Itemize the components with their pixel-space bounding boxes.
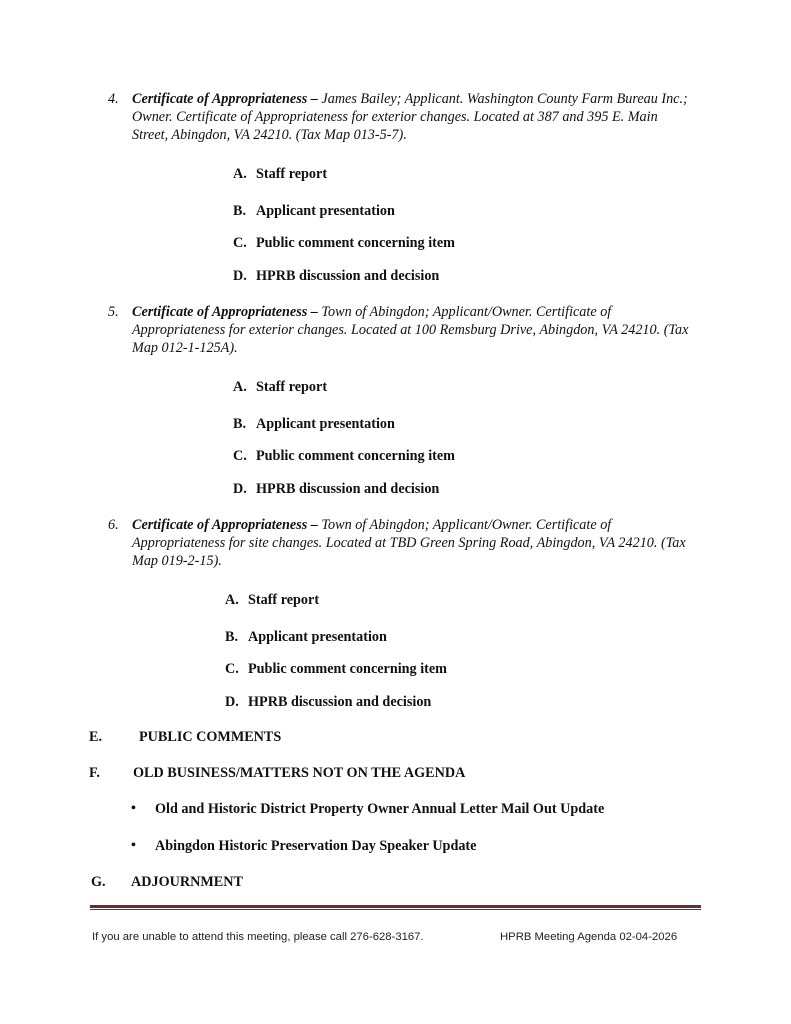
agenda-item-6 bbox=[132, 516, 692, 570]
bullet-item: Abingdon Historic Preservation Day Speaker Update bbox=[155, 838, 477, 854]
subitem: A. Staff report bbox=[233, 379, 328, 395]
agenda-item-5 bbox=[132, 303, 692, 357]
subitem: D. HPRB discussion and decision bbox=[233, 268, 440, 284]
agenda-item-4 bbox=[132, 90, 692, 144]
section-title-adjournment: ADJOURNMENT bbox=[131, 874, 243, 890]
section-letter: F. bbox=[89, 765, 100, 781]
item-text: Town of Abingdon; Applicant/Owner. Certificate of Appropriateness for exterior changes. Located at 100 Remsburg Drive, Abingdon, VA 24210. (Tax Map 012-1-125A). bbox=[132, 304, 689, 356]
subitem: C. Public comment concerning item bbox=[233, 448, 455, 464]
item-lead: Certificate of Appropriateness – bbox=[132, 517, 318, 533]
subitem: D. HPRB discussion and decision bbox=[225, 694, 432, 710]
item-lead: Certificate of Appropriateness – bbox=[132, 91, 318, 107]
item-number: 4. bbox=[108, 91, 119, 107]
subitem: C. Public comment concerning item bbox=[225, 661, 447, 677]
item-text: Town of Abingdon; Applicant/Owner. Certificate of Appropriateness for site changes. Located at TBD Green Spring Road, Abingdon, VA 24210. (Tax Map 019-2-15). bbox=[132, 517, 686, 569]
item-number: 5. bbox=[108, 304, 119, 320]
section-letter: E. bbox=[89, 729, 103, 745]
footer-contact: If you are unable to attend this meeting, please call 276-628-3167. bbox=[92, 931, 424, 943]
footer-rule bbox=[90, 905, 701, 908]
section-title-public-comments: PUBLIC COMMENTS bbox=[139, 729, 282, 745]
item-text: James Bailey; Applicant. Washington County Farm Bureau Inc.; Owner. Certificate of Appropriateness for exterior changes. Located at 387 and 395 E. Main Street, Abingdon, VA 24210. (Tax Map 013-5-7). bbox=[132, 91, 688, 143]
footer-rule-thin bbox=[90, 909, 701, 910]
item-number: 6. bbox=[108, 517, 119, 533]
subitem: A. Staff report bbox=[225, 592, 320, 608]
subitem: B. Applicant presentation bbox=[225, 629, 387, 645]
bullet-icon: • bbox=[131, 801, 136, 816]
section-letter: G. bbox=[91, 874, 106, 890]
section-title-old-business: OLD BUSINESS/MATTERS NOT ON THE AGENDA bbox=[133, 765, 466, 781]
subitem: B. Applicant presentation bbox=[233, 416, 395, 432]
footer-document-title: HPRB Meeting Agenda 02-04-2026 bbox=[500, 931, 678, 943]
subitem: C. Public comment concerning item bbox=[233, 235, 455, 251]
subitem: A. Staff report bbox=[233, 166, 328, 182]
item-lead: Certificate of Appropriateness – bbox=[132, 304, 318, 320]
subitem: B. Applicant presentation bbox=[233, 203, 395, 219]
bullet-icon: • bbox=[131, 838, 136, 853]
subitem: D. HPRB discussion and decision bbox=[233, 481, 440, 497]
bullet-item: Old and Historic District Property Owner Annual Letter Mail Out Update bbox=[155, 801, 605, 817]
